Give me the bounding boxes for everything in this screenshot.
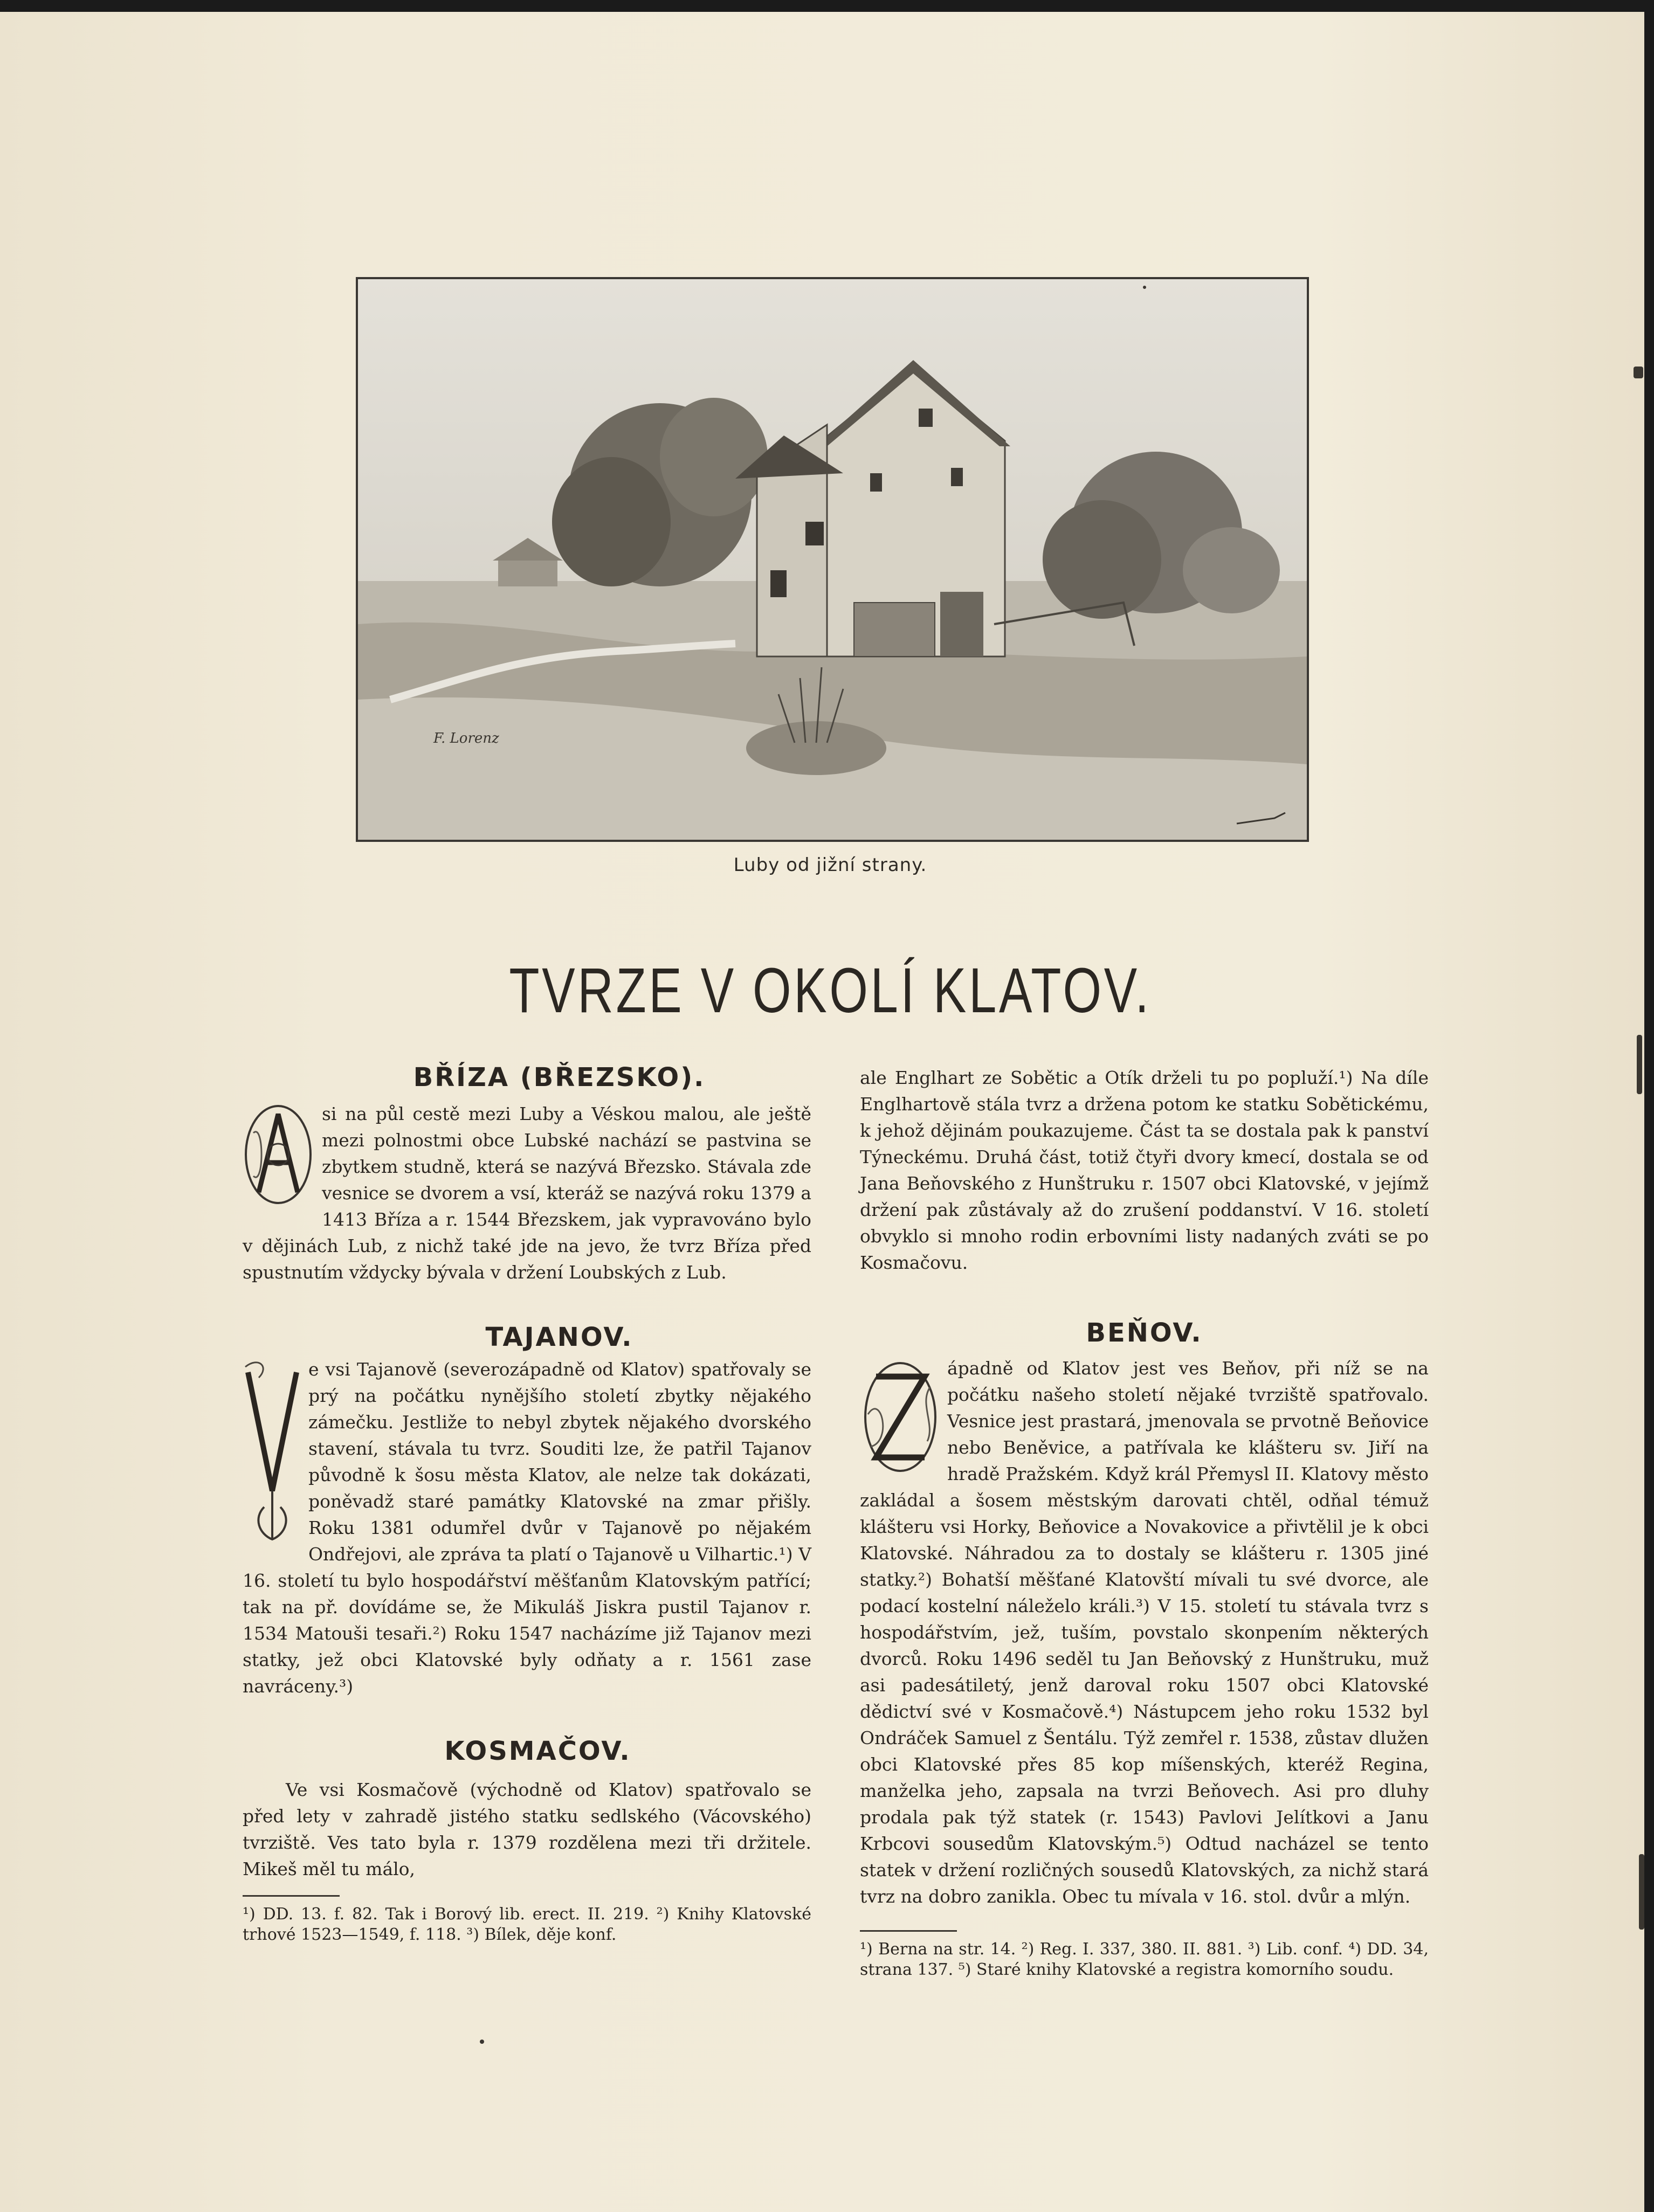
section-tajanov — [243, 1356, 811, 1699]
heading-briza: BŘÍZA (BŘEZSKO). — [413, 1062, 706, 1093]
left-footnotes-block — [243, 1895, 811, 1945]
decorative-initial-a — [243, 1101, 315, 1208]
left-column — [243, 1064, 811, 1945]
decorative-initial-v — [243, 1356, 302, 1550]
left-footnotes: ¹) DD. 13. f. 82. Tak i Borový lib. erect. II. 219. ²) Knihy Klatovské trhové 1523—1549, f. 118. ³) Bílek, děje konf. — [243, 1905, 811, 1944]
illustration-caption: Luby od jižní strany. — [733, 854, 927, 876]
decorative-initial-z — [860, 1355, 941, 1479]
binding-clip — [1639, 1854, 1644, 1930]
print-speck — [1143, 286, 1146, 289]
paragraph-kosmacov: Ve vsi Kosmačově (východně od Klatov) spatřovalo se před lety v zahradě jistého statku sedlského (Vácovského) tvrziště. Ves tato byla r. 1379 rozdělena mezi tři držitele. Mikeš měl tu málo, — [243, 1779, 811, 1879]
binding-clip — [1634, 367, 1643, 378]
village-drawing — [358, 279, 1307, 840]
illustration-luby — [356, 277, 1309, 842]
heading-benov: BEŇOV. — [1086, 1318, 1203, 1348]
paragraph-kosmacov-continued: ale Englhart ze Sobětic a Otík drželi tu po popluží.¹) Na díle Englhartově stála tvrz a držena potom ke statku Sobětickému, k jehož dějinám poukazujeme. Část ta se dostala pak k panství Týneckému. Druhá část, totiž čtyři dvory kmecí, dostala se od Jana Beňovského z Hunštruku r. 1507 obci Klatovské, v jejímž držení pak zůstávaly až do zrušení poddanství. V 16. století obvyklo si mnoho rodin erbovními listy nadaných zváti se po Kosmačovu. — [860, 1067, 1429, 1273]
right-footnotes-block — [860, 1930, 1429, 1980]
heading-tajanov: TAJANOV. — [485, 1322, 633, 1352]
right-column — [860, 1064, 1429, 1980]
footnote-rule — [243, 1895, 340, 1897]
footnote-rule — [860, 1930, 957, 1932]
section-kosmacov — [243, 1776, 811, 1882]
heading-kosmacov: KOSMAČOV. — [444, 1736, 631, 1766]
section-briza — [243, 1101, 811, 1285]
paragraph-benov: ápadně od Klatov jest ves Beňov, při níž se na počátku našeho století nějaké tvrziště spatřovalo. Vesnice jest prastará, jmenovala se prvotně Beňovice nebo Beněvice, a patřívala ke klášteru sv. Jiří na hradě Pražském. Když král Přemysl II. Klatovy město zakládal a šosem městským darovati chtěl, odňal témuž klášteru vsi Horky, Beňovice a Novakovice a přivtělil je k obci Klatovské. Náhradou za to dostaly se klášteru r. 1305 jiné statky.²) Bohatší měšťané Klatovští mívali tu své dvorce, ale podací kostelní náleželo králi.³) V 15. století tu stávala tvrz s hospodářstvím, jež, tuším, povstalo skonpením některých dvorců. Roku 1496 seděl tu Jan Beňovský z Hunštruku, muž asi padesátiletý, jenž daroval roku 1507 obci Klatovské dědictví své v Kosmačově.⁴) Nástupcem jeho roku 1532 byl Ondráček Samuel z Šentálu. Týž zemřel r. 1538, zůstav dlužen obci Klatovské přes 85 kop míšenských, kteréž Regina, manželka jeho, zapsala na tvrzi Beňovech. Asi pro dluhy prodala pak týž statek (r. 1543) Pavlovi Jelítkovi a Janu Krbcovi sousedům Klatovským.⁵) Odtud nacházel se tento statek v držení rozličných sousedů Klatovských, za nichž stará tvrz na dobro zanikla. Obec tu mívala v 16. stol. dvůr a mlýn. — [860, 1358, 1429, 1907]
print-speck — [480, 2040, 484, 2044]
section-benov — [860, 1355, 1429, 1910]
paragraph-tajanov: e vsi Tajanově (severozápadně od Klatov) spatřovaly se prý na počátku nynějšího století zbytky nějakého zámečku. Jestliže to nebyl zbytek nějakého dvorského stavení, stávala tu tvrz. Souditi lze, že patřil Tajanov původně k šosu města Klatov, ale nelze tak dokázati, poněvadž staré památky Klatovské na zmar přišly. Roku 1381 odumřel dvůr v Tajanově po nějakém Ondřejovi, ale zpráva ta platí o Tajanově u Vilhartic.¹) V 16. století tu bylo hospodářství měšťanům Klatovským patřící; tak na př. dovídáme se, že Mikuláš Jiskra pustil Tajanov r. 1534 Matouši tesaři.²) Roku 1547 nacházíme již Tajanov mezi statky, jež obci Klatovské byly odňaty a r. 1561 zase navráceny.³) — [243, 1359, 811, 1697]
illustration-signature: F. Lorenz — [433, 730, 499, 746]
right-footnotes: ¹) Berna na str. 14. ²) Reg. I. 337, 380. II. 881. ³) Lib. conf. ⁴) DD. 34, strana 137. ⁵) Staré knihy Klatovské a registra komorního soudu. — [860, 1940, 1429, 1979]
binding-clip — [1637, 1035, 1642, 1094]
page-title: TVRZE V OKOLÍ KLATOV. — [509, 955, 1152, 1026]
paragraph-briza: si na půl cestě mezi Luby a Véskou malou, ale ještě mezi polnostmi obce Lubské nachází se pastvina se zbytkem studně, která se nazývá Březsko. Stávala zde vesnice se dvorem a vsí, kteráž se nazývá roku 1379 a 1413 Bříza a r. 1544 Březskem, jak vypravováno bylo v dějinách Lub, z nichž také jde na jevo, že tvrz Bříza před spustnutím vždycky bývala v držení Loubských z Lub. — [243, 1103, 811, 1283]
